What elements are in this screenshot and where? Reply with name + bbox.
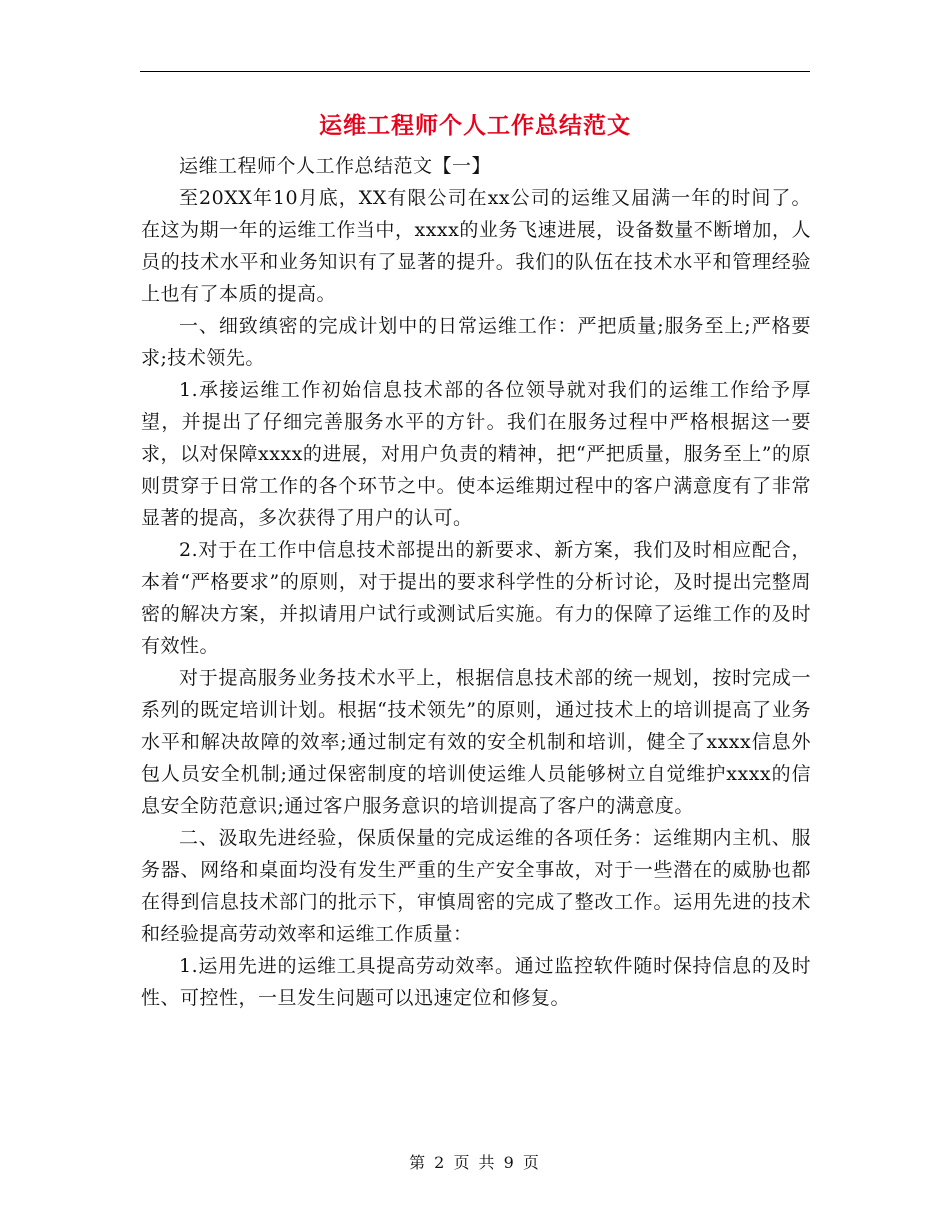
paragraph: 一、细致缜密的完成计划中的日常运维工作：严把质量;服务至上;严格要求;技术领先。 (141, 315, 811, 369)
document-title: 运维工程师个人工作总结范文 (319, 112, 631, 139)
paragraph: 二、汲取先进经验，保质保量的完成运维的各项任务：运维期内主机、服务器、网络和桌面均没有发生严重的生产安全事故，对于一些潜在的威胁也都在得到信息技术部门的批示下，审慎周密的完成了整改工作。运用先进的技术和经验提高劳动效率和运维工作质量： (141, 827, 811, 945)
paragraph: 2.对于在工作中信息技术部提出的新要求、新方案，我们及时相应配合，本着“严格要求”的原则，对于提出的要求科学性的分析讨论，及时提出完整周密的解决方案，并拟请用户试行或测试后实施。有力的保障了运维工作的及时有效性。 (141, 539, 811, 657)
header-rule (140, 71, 810, 72)
paragraph: 对于提高服务业务技术水平上，根据信息技术部的统一规划，按时完成一系列的既定培训计划。根据“技术领先”的原则，通过技术上的培训提高了业务水平和解决故障的效率;通过制定有效的安全机制和培训，健全了xxxx信息外包人员安全机制;通过保密制度的培训使运维人员能够树立自觉维护xxxx的信息安全防范意识;通过客户服务意识的培训提高了客户的满意度。 (141, 667, 811, 817)
document-body (141, 150, 811, 1014)
paragraph-subtitle: 运维工程师个人工作总结范文【一】 (179, 155, 492, 177)
paragraph: 1.运用先进的运维工具提高劳动效率。通过监控软件随时保持信息的及时性、可控性，一旦发生问题可以迅速定位和修复。 (141, 955, 811, 1009)
paragraph: 至20XX年10月底，XX有限公司在xx公司的运维又届满一年的时间了。在这为期一年的运维工作当中，xxxx的业务飞速进展，设备数量不断增加，人员的技术水平和业务知识有了显著的提升。我们的队伍在技术水平和管理经验上也有了本质的提高。 (141, 187, 811, 305)
page-number: 第 2 页 共 9 页 (409, 1153, 541, 1172)
paragraph: 1.承接运维工作初始信息技术部的各位领导就对我们的运维工作给予厚望，并提出了仔细完善服务水平的方针。我们在服务过程中严格根据这一要求，以对保障xxxx的进展，对用户负责的精神，把“严把质量，服务至上”的原则贯穿于日常工作的各个环节之中。使本运维期过程中的客户满意度有了非常显著的提高，多次获得了用户的认可。 (141, 379, 811, 529)
